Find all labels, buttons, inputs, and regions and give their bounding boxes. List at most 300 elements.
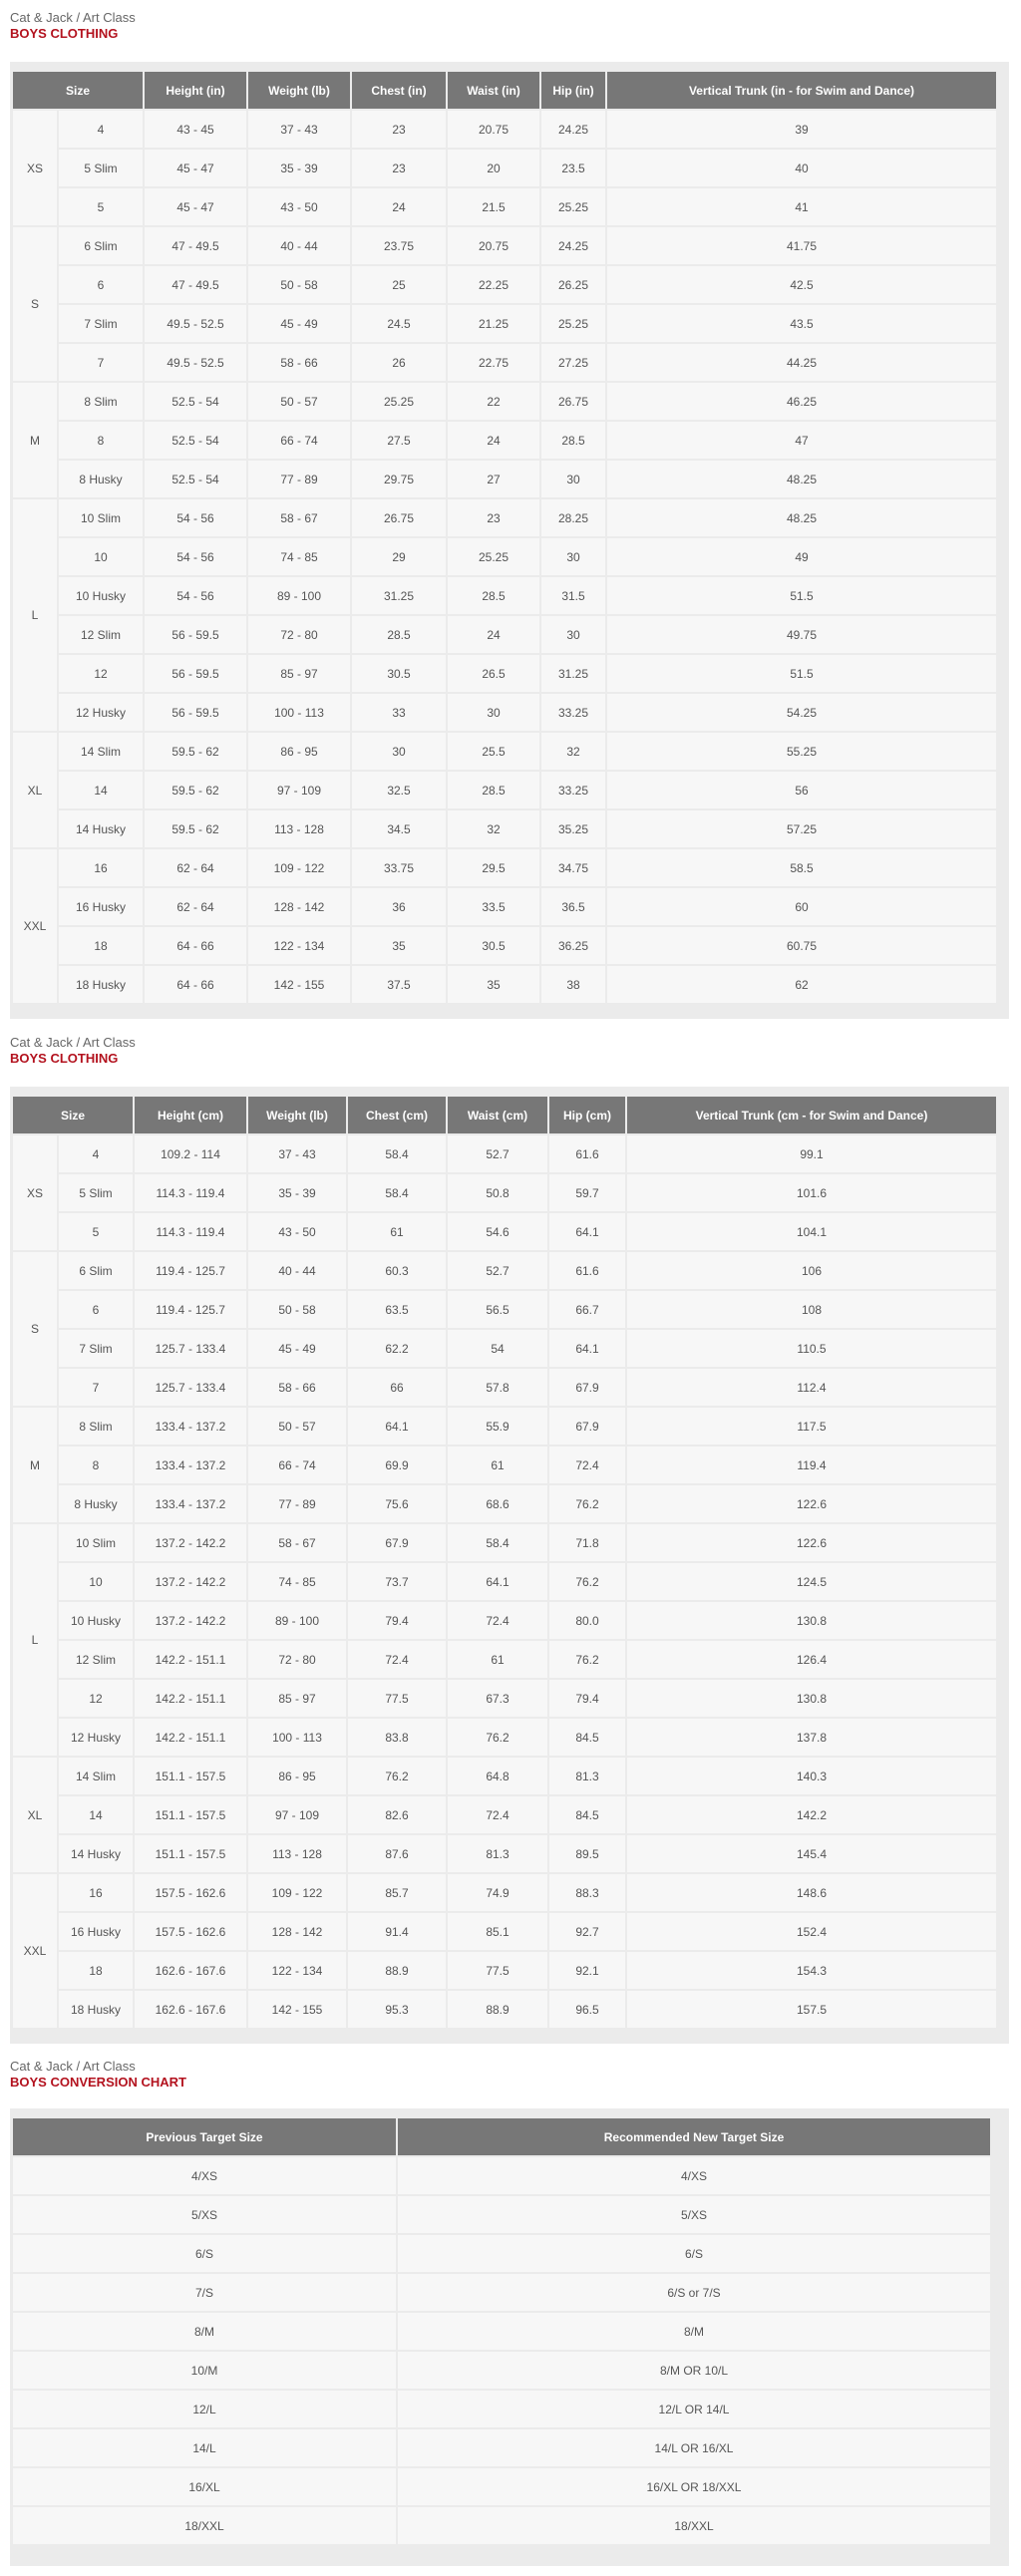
table-cell: 25.25 (541, 305, 605, 342)
table-cell: 31.25 (541, 655, 605, 692)
table-row (13, 1524, 996, 1561)
table-row (13, 849, 996, 886)
table-row (13, 1252, 996, 1289)
table-cell: 79.4 (549, 1680, 625, 1717)
table-cell: 7/S (13, 2274, 396, 2311)
table-cell: 21.5 (448, 188, 539, 225)
table-cell: 142.2 - 151.1 (135, 1641, 246, 1678)
table-cell: 35 - 39 (248, 1174, 346, 1211)
table-row (13, 422, 996, 459)
table-cell: 60 (607, 888, 996, 925)
table-cell: 58.5 (607, 849, 996, 886)
table-cell: 142.2 - 151.1 (135, 1680, 246, 1717)
table-cell: 33 (352, 694, 446, 731)
table-cell: 40 - 44 (248, 1252, 346, 1289)
table-cell: 32 (541, 733, 605, 770)
table-cell: 72.4 (448, 1602, 547, 1639)
table-cell: 97 - 109 (248, 1796, 346, 1833)
brand-label: Cat & Jack / Art Class (10, 1035, 136, 1050)
table-cell: 130.8 (627, 1680, 996, 1717)
brand-label: Cat & Jack / Art Class (10, 2059, 136, 2074)
size-group-label: XL (13, 733, 57, 847)
table-cell: 54 - 56 (145, 499, 246, 536)
table-row (13, 383, 996, 420)
table-row (13, 538, 996, 575)
table-cell: 52.7 (448, 1135, 547, 1172)
table-cell: 72.4 (549, 1447, 625, 1483)
table-cell: 7 Slim (59, 1330, 133, 1367)
table-row (13, 1174, 996, 1211)
table-row (13, 694, 996, 731)
table-row (13, 2507, 990, 2544)
table-cell: 151.1 - 157.5 (135, 1835, 246, 1872)
table-cell: 62 (607, 966, 996, 1003)
table-cell: 30 (448, 694, 539, 731)
table-row (13, 2313, 990, 2350)
table-cell: 23 (352, 111, 446, 148)
table-cell: 58 - 66 (248, 344, 350, 381)
table-cell: 113 - 128 (248, 810, 350, 847)
table-cell: 51.5 (607, 577, 996, 614)
table-cell: 16 (59, 1874, 133, 1911)
table-cell: 50.8 (448, 1174, 547, 1211)
table-cell: 40 - 44 (248, 227, 350, 264)
table-cell: 29.5 (448, 849, 539, 886)
section-title: BOYS CONVERSION CHART (10, 2075, 186, 2090)
column-header: Vertical Trunk (in - for Swim and Dance) (607, 72, 996, 109)
table-cell: 30 (541, 616, 605, 653)
table-cell: 49.5 - 52.5 (145, 305, 246, 342)
table-cell: 76.2 (549, 1563, 625, 1600)
table-cell: 60.75 (607, 927, 996, 964)
table-cell: 26.75 (352, 499, 446, 536)
size-group-label: S (13, 227, 57, 381)
table-cell: 30.5 (352, 655, 446, 692)
table-cell: 21.25 (448, 305, 539, 342)
table-cell: 72.4 (448, 1796, 547, 1833)
table-cell: 43 - 50 (248, 1213, 346, 1250)
table-cell: 45 - 47 (145, 150, 246, 186)
table-cell: 8/M OR 10/L (398, 2352, 990, 2389)
table-cell: 36.25 (541, 927, 605, 964)
table-cell: 76.2 (549, 1485, 625, 1522)
table-cell: 29 (352, 538, 446, 575)
table-cell: 68.6 (448, 1485, 547, 1522)
table-cell: 92.1 (549, 1952, 625, 1989)
table-cell: 10 Slim (59, 499, 143, 536)
table-cell: 32 (448, 810, 539, 847)
table-cell: 20.75 (448, 111, 539, 148)
table-cell: 84.5 (549, 1719, 625, 1756)
table-cell: 49.75 (607, 616, 996, 653)
table-cell: 23.5 (541, 150, 605, 186)
table-cell: 26.75 (541, 383, 605, 420)
table-cell: 50 - 57 (248, 383, 350, 420)
table-cell: 24.25 (541, 111, 605, 148)
table-cell: 50 - 58 (248, 1291, 346, 1328)
table-cell: 49 (607, 538, 996, 575)
table-cell: 157.5 - 162.6 (135, 1913, 246, 1950)
table-cell: 35 (448, 966, 539, 1003)
table-cell: 5/XS (398, 2196, 990, 2233)
table-cell: 137.2 - 142.2 (135, 1524, 246, 1561)
table-cell: 42.5 (607, 266, 996, 303)
table-cell: 85.7 (348, 1874, 446, 1911)
table-cell: 63.5 (348, 1291, 446, 1328)
table-cell: 85 - 97 (248, 655, 350, 692)
table-cell: 151.1 - 157.5 (135, 1796, 246, 1833)
table-cell: 128 - 142 (248, 888, 350, 925)
table-row (13, 188, 996, 225)
table-cell: 37.5 (352, 966, 446, 1003)
table-cell: 154.3 (627, 1952, 996, 1989)
table-cell: 7 (59, 344, 143, 381)
table-row (13, 1408, 996, 1445)
table-cell: 16 Husky (59, 1913, 133, 1950)
table-cell: 72 - 80 (248, 1641, 346, 1678)
table-cell: 26.25 (541, 266, 605, 303)
table-cell: 35 (352, 927, 446, 964)
table-cell: 22.75 (448, 344, 539, 381)
table-cell: 48.25 (607, 499, 996, 536)
column-header: Size (13, 72, 143, 109)
table-cell: 73.7 (348, 1563, 446, 1600)
table-cell: 30.5 (448, 927, 539, 964)
table-cell: 12/L OR 14/L (398, 2391, 990, 2427)
table-cell: 72.4 (348, 1641, 446, 1678)
table-cell: 108 (627, 1291, 996, 1328)
table-cell: 86 - 95 (248, 733, 350, 770)
table-cell: 122.6 (627, 1524, 996, 1561)
column-header: Vertical Trunk (cm - for Swim and Dance) (627, 1097, 996, 1133)
table-row (13, 227, 996, 264)
table-cell: 67.3 (448, 1680, 547, 1717)
size-group-label: XXL (13, 1874, 57, 2028)
table-row (13, 1874, 996, 1911)
table-cell: 54 - 56 (145, 577, 246, 614)
table-row (13, 810, 996, 847)
table-cell: 140.3 (627, 1758, 996, 1794)
table-cell: 18/XXL (13, 2507, 396, 2544)
table-cell: 162.6 - 167.6 (135, 1991, 246, 2028)
table-cell: 14/L (13, 2429, 396, 2466)
table-cell: 137.8 (627, 1719, 996, 1756)
table-row (13, 1369, 996, 1406)
table-cell: 33.5 (448, 888, 539, 925)
table-cell: 36.5 (541, 888, 605, 925)
table-cell: 75.6 (348, 1485, 446, 1522)
table-cell: 89 - 100 (248, 1602, 346, 1639)
table-cell: 81.3 (448, 1835, 547, 1872)
table-cell: 95.3 (348, 1991, 446, 2028)
table-cell: 64 - 66 (145, 966, 246, 1003)
table-cell: 57.8 (448, 1369, 547, 1406)
table-cell: 77 - 89 (248, 1485, 346, 1522)
table-row (13, 966, 996, 1003)
column-header: Recommended New Target Size (398, 2118, 990, 2155)
table-cell: 27 (448, 461, 539, 497)
table-cell: 61 (348, 1213, 446, 1250)
table-cell: 77.5 (448, 1952, 547, 1989)
table-cell: 40 (607, 150, 996, 186)
size-group-label: XXL (13, 849, 57, 1003)
table-cell: 64.1 (549, 1213, 625, 1250)
table-cell: 85.1 (448, 1913, 547, 1950)
table-cell: 14 Husky (59, 810, 143, 847)
table-cell: 67.9 (549, 1369, 625, 1406)
table-cell: 32.5 (352, 772, 446, 808)
table-cell: 71.8 (549, 1524, 625, 1561)
table-cell: 8 Slim (59, 383, 143, 420)
table-cell: 8 Husky (59, 1485, 133, 1522)
table-cell: 10 (59, 1563, 133, 1600)
table-row (13, 772, 996, 808)
table-cell: 124.5 (627, 1563, 996, 1600)
table-cell: 7 (59, 1369, 133, 1406)
column-header: Previous Target Size (13, 2118, 396, 2155)
size-group-label: L (13, 1524, 57, 1756)
table-cell: 28.5 (448, 577, 539, 614)
table-cell: 74.9 (448, 1874, 547, 1911)
table-cell: 125.7 - 133.4 (135, 1330, 246, 1367)
table-cell: 34.5 (352, 810, 446, 847)
table-cell: 122 - 134 (248, 1952, 346, 1989)
table-cell: 54 - 56 (145, 538, 246, 575)
table-cell: 74 - 85 (248, 1563, 346, 1600)
size-group-label: M (13, 383, 57, 497)
table-cell: 28.5 (541, 422, 605, 459)
table-row (13, 2274, 990, 2311)
table-row (13, 1719, 996, 1756)
table-cell: 59.5 - 62 (145, 733, 246, 770)
table-cell: 97 - 109 (248, 772, 350, 808)
table-row (13, 927, 996, 964)
table-cell: 64.1 (549, 1330, 625, 1367)
size-table-inches (11, 70, 998, 1005)
table-cell: 89.5 (549, 1835, 625, 1872)
table-cell: 64 - 66 (145, 927, 246, 964)
table-cell: 14 (59, 1796, 133, 1833)
table-cell: 20 (448, 150, 539, 186)
table-cell: 6 Slim (59, 227, 143, 264)
table-cell: 14 Slim (59, 733, 143, 770)
table-cell: 91.4 (348, 1913, 446, 1950)
table-cell: 8 Slim (59, 1408, 133, 1445)
table-cell: 62 - 64 (145, 888, 246, 925)
table-cell: 44.25 (607, 344, 996, 381)
table-cell: 10 Husky (59, 577, 143, 614)
table-cell: 64.1 (448, 1563, 547, 1600)
table-cell: 12 (59, 655, 143, 692)
table-cell: 56 - 59.5 (145, 655, 246, 692)
column-header: Hip (cm) (549, 1097, 625, 1133)
table-cell: 66 (348, 1369, 446, 1406)
table-cell: 133.4 - 137.2 (135, 1485, 246, 1522)
table-cell: 119.4 - 125.7 (135, 1291, 246, 1328)
table-cell: 49.5 - 52.5 (145, 344, 246, 381)
table-row (13, 733, 996, 770)
table-cell: 76.2 (448, 1719, 547, 1756)
table-cell: 52.5 - 54 (145, 461, 246, 497)
table-cell: 133.4 - 137.2 (135, 1408, 246, 1445)
table-cell: 4/XS (13, 2157, 396, 2194)
header-row (13, 72, 996, 109)
table-cell: 25.25 (352, 383, 446, 420)
table-cell: 30 (352, 733, 446, 770)
table-cell: 52.5 - 54 (145, 383, 246, 420)
table-cell: 142.2 - 151.1 (135, 1719, 246, 1756)
table-row (13, 266, 996, 303)
table-cell: 10 Husky (59, 1602, 133, 1639)
table-cell: 25.25 (448, 538, 539, 575)
table-cell: 6/S (13, 2235, 396, 2272)
table-cell: 8 Husky (59, 461, 143, 497)
table-cell: 37 - 43 (248, 1135, 346, 1172)
table-cell: 58 - 66 (248, 1369, 346, 1406)
table-row (13, 1952, 996, 1989)
table-cell: 20.75 (448, 227, 539, 264)
table-cell: 46.25 (607, 383, 996, 420)
table-cell: 25.5 (448, 733, 539, 770)
table-cell: 6/S (398, 2235, 990, 2272)
table-cell: 22.25 (448, 266, 539, 303)
table-cell: 145.4 (627, 1835, 996, 1872)
table-cell: 5/XS (13, 2196, 396, 2233)
table-row (13, 1213, 996, 1250)
table-cell: 52.5 - 54 (145, 422, 246, 459)
table-cell: 47 - 49.5 (145, 227, 246, 264)
table-cell: 23 (448, 499, 539, 536)
table-cell: 37 - 43 (248, 111, 350, 148)
table-cell: 92.7 (549, 1913, 625, 1950)
table-row (13, 2391, 990, 2427)
table-cell: 61.6 (549, 1135, 625, 1172)
table-cell: 28.25 (541, 499, 605, 536)
table-cell: 33.75 (352, 849, 446, 886)
table-row (13, 461, 996, 497)
table-cell: 114.3 - 119.4 (135, 1213, 246, 1250)
table-cell: 14 Slim (59, 1758, 133, 1794)
table-cell: 10 (59, 538, 143, 575)
table-cell: 6 (59, 1291, 133, 1328)
table-cell: 14 Husky (59, 1835, 133, 1872)
table-row (13, 344, 996, 381)
table-cell: 39 (607, 111, 996, 148)
table-cell: 66 - 74 (248, 422, 350, 459)
size-group-label: M (13, 1408, 57, 1522)
table-cell: 27.5 (352, 422, 446, 459)
table-cell: 88.3 (549, 1874, 625, 1911)
column-header: Size (13, 1097, 133, 1133)
table-cell: 119.4 - 125.7 (135, 1252, 246, 1289)
table-cell: 59.5 - 62 (145, 772, 246, 808)
table-cell: 22 (448, 383, 539, 420)
table-cell: 122.6 (627, 1485, 996, 1522)
table-row (13, 1602, 996, 1639)
table-cell: 74 - 85 (248, 538, 350, 575)
table-row (13, 655, 996, 692)
table-cell: 45 - 49 (248, 305, 350, 342)
table-row (13, 1330, 996, 1367)
table-cell: 126.4 (627, 1641, 996, 1678)
table-cell: 77.5 (348, 1680, 446, 1717)
table-cell: 148.6 (627, 1874, 996, 1911)
table-cell: 61 (448, 1447, 547, 1483)
table-cell: 133.4 - 137.2 (135, 1447, 246, 1483)
table-cell: 14/L OR 16/XL (398, 2429, 990, 2466)
table-cell: 61 (448, 1641, 547, 1678)
table-cell: 51.5 (607, 655, 996, 692)
table-cell: 43 - 45 (145, 111, 246, 148)
table-cell: 128 - 142 (248, 1913, 346, 1950)
table-cell: 12 Slim (59, 616, 143, 653)
size-group-label: XS (13, 1135, 57, 1250)
table-row (13, 1485, 996, 1522)
table-cell: 56.5 (448, 1291, 547, 1328)
table-cell: 58 - 67 (248, 1524, 346, 1561)
table-cell: 26 (352, 344, 446, 381)
table-cell: 83.8 (348, 1719, 446, 1756)
table-cell: 18 Husky (59, 1991, 133, 2028)
table-cell: 88.9 (448, 1991, 547, 2028)
table-cell: 56 - 59.5 (145, 616, 246, 653)
table-cell: 50 - 58 (248, 266, 350, 303)
table-cell: 52.7 (448, 1252, 547, 1289)
table-cell: 109 - 122 (248, 1874, 346, 1911)
table-cell: 137.2 - 142.2 (135, 1563, 246, 1600)
column-header: Height (cm) (135, 1097, 246, 1133)
table-cell: 12/L (13, 2391, 396, 2427)
size-group-label: L (13, 499, 57, 731)
table-cell: 16/XL OR 18/XXL (398, 2468, 990, 2505)
table-cell: 16 (59, 849, 143, 886)
table-cell: 142 - 155 (248, 1991, 346, 2028)
table-cell: 100 - 113 (248, 694, 350, 731)
table-cell: 80.0 (549, 1602, 625, 1639)
table-cell: 85 - 97 (248, 1680, 346, 1717)
table-cell: 59.7 (549, 1174, 625, 1211)
table-cell: 24.25 (541, 227, 605, 264)
table-row (13, 2429, 990, 2466)
table-cell: 82.6 (348, 1796, 446, 1833)
table-row (13, 1913, 996, 1950)
section-title: BOYS CLOTHING (10, 26, 119, 41)
header-row (13, 1097, 996, 1133)
table-row (13, 1135, 996, 1172)
table-cell: 12 Husky (59, 694, 143, 731)
table-cell: 142 - 155 (248, 966, 350, 1003)
table-cell: 36 (352, 888, 446, 925)
table-cell: 6 (59, 266, 143, 303)
table-cell: 137.2 - 142.2 (135, 1602, 246, 1639)
table-cell: 122 - 134 (248, 927, 350, 964)
table-cell: 79.4 (348, 1602, 446, 1639)
table-row (13, 1835, 996, 1872)
brand-label: Cat & Jack / Art Class (10, 10, 136, 25)
table-cell: 62 - 64 (145, 849, 246, 886)
table-cell: 41 (607, 188, 996, 225)
table-cell: 100 - 113 (248, 1719, 346, 1756)
table-cell: 112.4 (627, 1369, 996, 1406)
table-cell: 8 (59, 422, 143, 459)
table-row (13, 2235, 990, 2272)
table-cell: 5 Slim (59, 1174, 133, 1211)
table-cell: 60.3 (348, 1252, 446, 1289)
table-cell: 47 - 49.5 (145, 266, 246, 303)
table-cell: 23 (352, 150, 446, 186)
table-cell: 54.25 (607, 694, 996, 731)
table-cell: 86 - 95 (248, 1758, 346, 1794)
